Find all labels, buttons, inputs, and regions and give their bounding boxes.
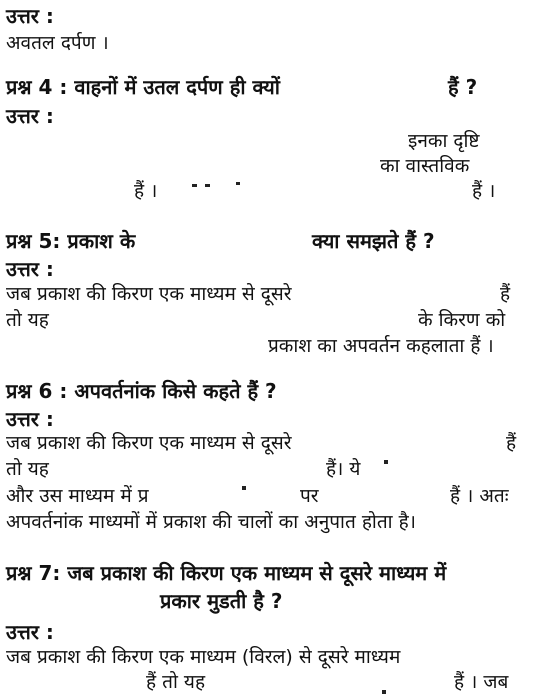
answer-line: हैं तो यह: [146, 671, 206, 693]
answer-line: प्रकाश का अपवर्तन कहलाता हैं ।: [268, 335, 494, 357]
answer-line: हैं । जब: [454, 671, 509, 693]
question-6: प्रश्न 6 : अपवर्तनांक किसे कहते हैं ?: [6, 379, 277, 403]
answer-line: इनका दृष्टि: [408, 130, 480, 152]
answer-line: जब प्रकाश की किरण एक माध्यम से दूसरे: [6, 283, 292, 305]
answer-label: उत्तर :: [6, 104, 54, 128]
ink-speck: [384, 460, 388, 464]
question-7: प्रश्न 7: जब प्रकाश की किरण एक माध्यम से दूसरे माध्यम में: [6, 561, 447, 585]
question-5-tail: क्या समझते हैं ?: [312, 229, 435, 253]
answer-label: उत्तर :: [6, 4, 54, 28]
answer-line: हैं । अतः: [450, 485, 509, 507]
answer-line: तो यह: [6, 309, 49, 331]
answer-line: के किरण को: [418, 309, 506, 331]
answer-line: और उस माध्यम में प्र: [6, 485, 149, 507]
answer-text: अवतल दर्पण ।: [6, 32, 109, 54]
answer-line: जब प्रकाश की किरण एक माध्यम से दूसरे: [6, 432, 292, 454]
answer-line: हैं: [500, 283, 511, 305]
answer-label: उत्तर :: [6, 620, 54, 644]
ink-speck: [382, 690, 386, 694]
question-5: प्रश्न 5: प्रकाश के: [6, 229, 136, 253]
answer-line: पर: [300, 485, 319, 507]
question-4-tail: हैं ?: [448, 75, 478, 99]
ink-speck: [242, 486, 246, 490]
question-7-line-2: प्रकार मुडती है ?: [160, 589, 283, 613]
ink-speck: [205, 184, 210, 187]
answer-line: जब प्रकाश की किरण एक माध्यम (विरल) से दूसरे माध्यम: [6, 646, 401, 668]
ink-speck: [192, 184, 197, 187]
answer-label: उत्तर :: [6, 257, 54, 281]
ink-speck: [236, 182, 240, 185]
answer-label: उत्तर :: [6, 407, 54, 431]
answer-line: का वास्तविक: [380, 155, 470, 177]
question-4: प्रश्न 4 : वाहनों में उतल दर्पण ही क्यों: [6, 75, 280, 99]
answer-line: हैं ।: [472, 180, 496, 202]
answer-line: हैं। ये: [326, 458, 361, 480]
answer-line: हैं: [506, 432, 517, 454]
answer-line: तो यह: [6, 458, 49, 480]
answer-line: अपवर्तनांक माध्यमों में प्रकाश की चालों का अनुपात होता है।: [6, 511, 416, 533]
answer-line: हैं ।: [134, 180, 158, 202]
